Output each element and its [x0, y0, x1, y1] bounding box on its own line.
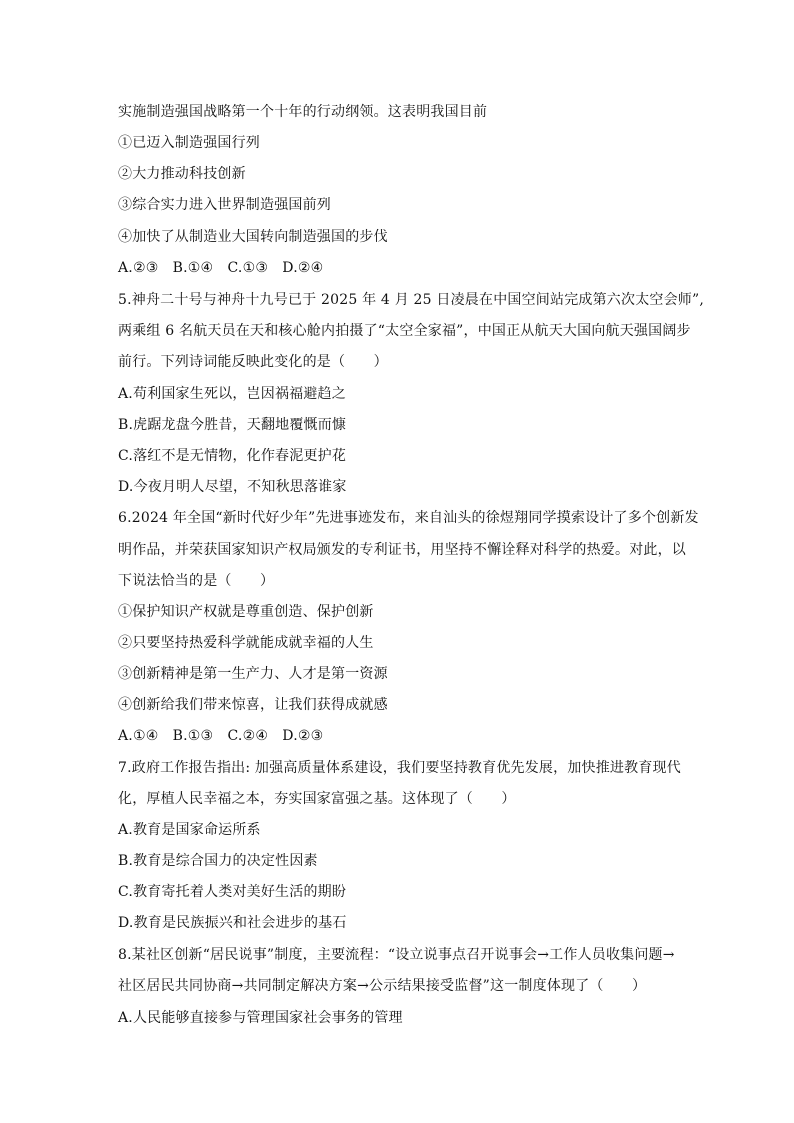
q5-stem-line-2: 两乘组 6 名航天员在天和核心舱内拍摄了“太空全家福”，中国正从航天大国向航天强国阔步: [118, 323, 691, 339]
q4-choices: A.②③ B.①④ C.①③ D.②④: [118, 260, 324, 276]
q8-stem-line-2: 社区居民共同协商→共同制定解决方案→公示结果接受监督”这一制度体现了（ ）: [118, 978, 647, 994]
q7-option-a: A.教育是国家命运所系: [118, 822, 261, 838]
q8-stem-line-1: 8.某社区创新“居民说事”制度，主要流程：“设立说事点召开说事会→工作人员收集问题→: [118, 947, 675, 963]
q7-stem-line-1: 7.政府工作报告指出: 加强高质量体系建设，我们要坚持教育优先发展，加快推进教育现代: [118, 760, 681, 776]
q4-option-1: ①已迈入制造强国行列: [118, 135, 260, 151]
q6-choices: A.①④ B.①③ C.②④ D.②③: [118, 728, 324, 744]
q4-stem-tail: 实施制造强国战略第一个十年的行动纲领。这表明我国目前: [118, 104, 488, 120]
q7-option-c: C.教育寄托着人类对美好生活的期盼: [118, 884, 347, 900]
q7-option-b: B.教育是综合国力的决定性因素: [118, 853, 318, 869]
q6-stem-line-2: 明作品，并荣获国家知识产权局颁发的专利证书，用坚持不懈诠释对科学的热爱。对此，以: [118, 542, 686, 558]
q6-option-2: ②只要坚持热爱科学就能成就幸福的人生: [118, 635, 374, 651]
q6-option-1: ①保护知识产权就是尊重创造、保护创新: [118, 604, 374, 620]
q5-option-a: A.苟利国家生死以，岂因祸福避趋之: [118, 386, 346, 402]
q5-option-c: C.落红不是无情物，化作春泥更护花: [118, 448, 347, 464]
q6-stem-line-3: 下说法恰当的是（ ）: [118, 573, 275, 589]
q7-stem-line-2: 化，厚植人民幸福之本，夯实国家富强之基。这体现了（ ）: [118, 791, 516, 807]
q6-stem-line-1: 6.2024 年全国“新时代好少年”先进事迹发布，来自汕头的徐煜翔同学摸索设计了多个创新发: [118, 510, 699, 526]
q4-option-2: ②大力推动科技创新: [118, 166, 246, 182]
q5-option-d: D.今夜月明人尽望，不知秋思落谁家: [118, 479, 347, 495]
q6-option-4: ④创新给我们带来惊喜，让我们获得成就感: [118, 697, 388, 713]
q5-option-b: B.虎踞龙盘今胜昔，天翻地覆慨而慷: [118, 417, 347, 433]
q8-option-a: A.人民能够直接参与管理国家社会事务的管理: [118, 1010, 403, 1026]
q6-option-3: ③创新精神是第一生产力、人才是第一资源: [118, 666, 388, 682]
q7-option-d: D.教育是民族振兴和社会进步的基石: [118, 915, 347, 931]
q4-option-3: ③综合实力进入世界制造强国前列: [118, 197, 331, 213]
q4-option-4: ④加快了从制造业大国转向制造强国的步伐: [118, 229, 388, 245]
q5-stem-line-1: 5.神舟二十号与神舟十九号已于 2025 年 4 月 25 日凌晨在中国空间站完成第六次太空会师”,: [118, 292, 705, 308]
q5-stem-line-3: 前行。下列诗词能反映此变化的是（ ）: [118, 354, 388, 370]
